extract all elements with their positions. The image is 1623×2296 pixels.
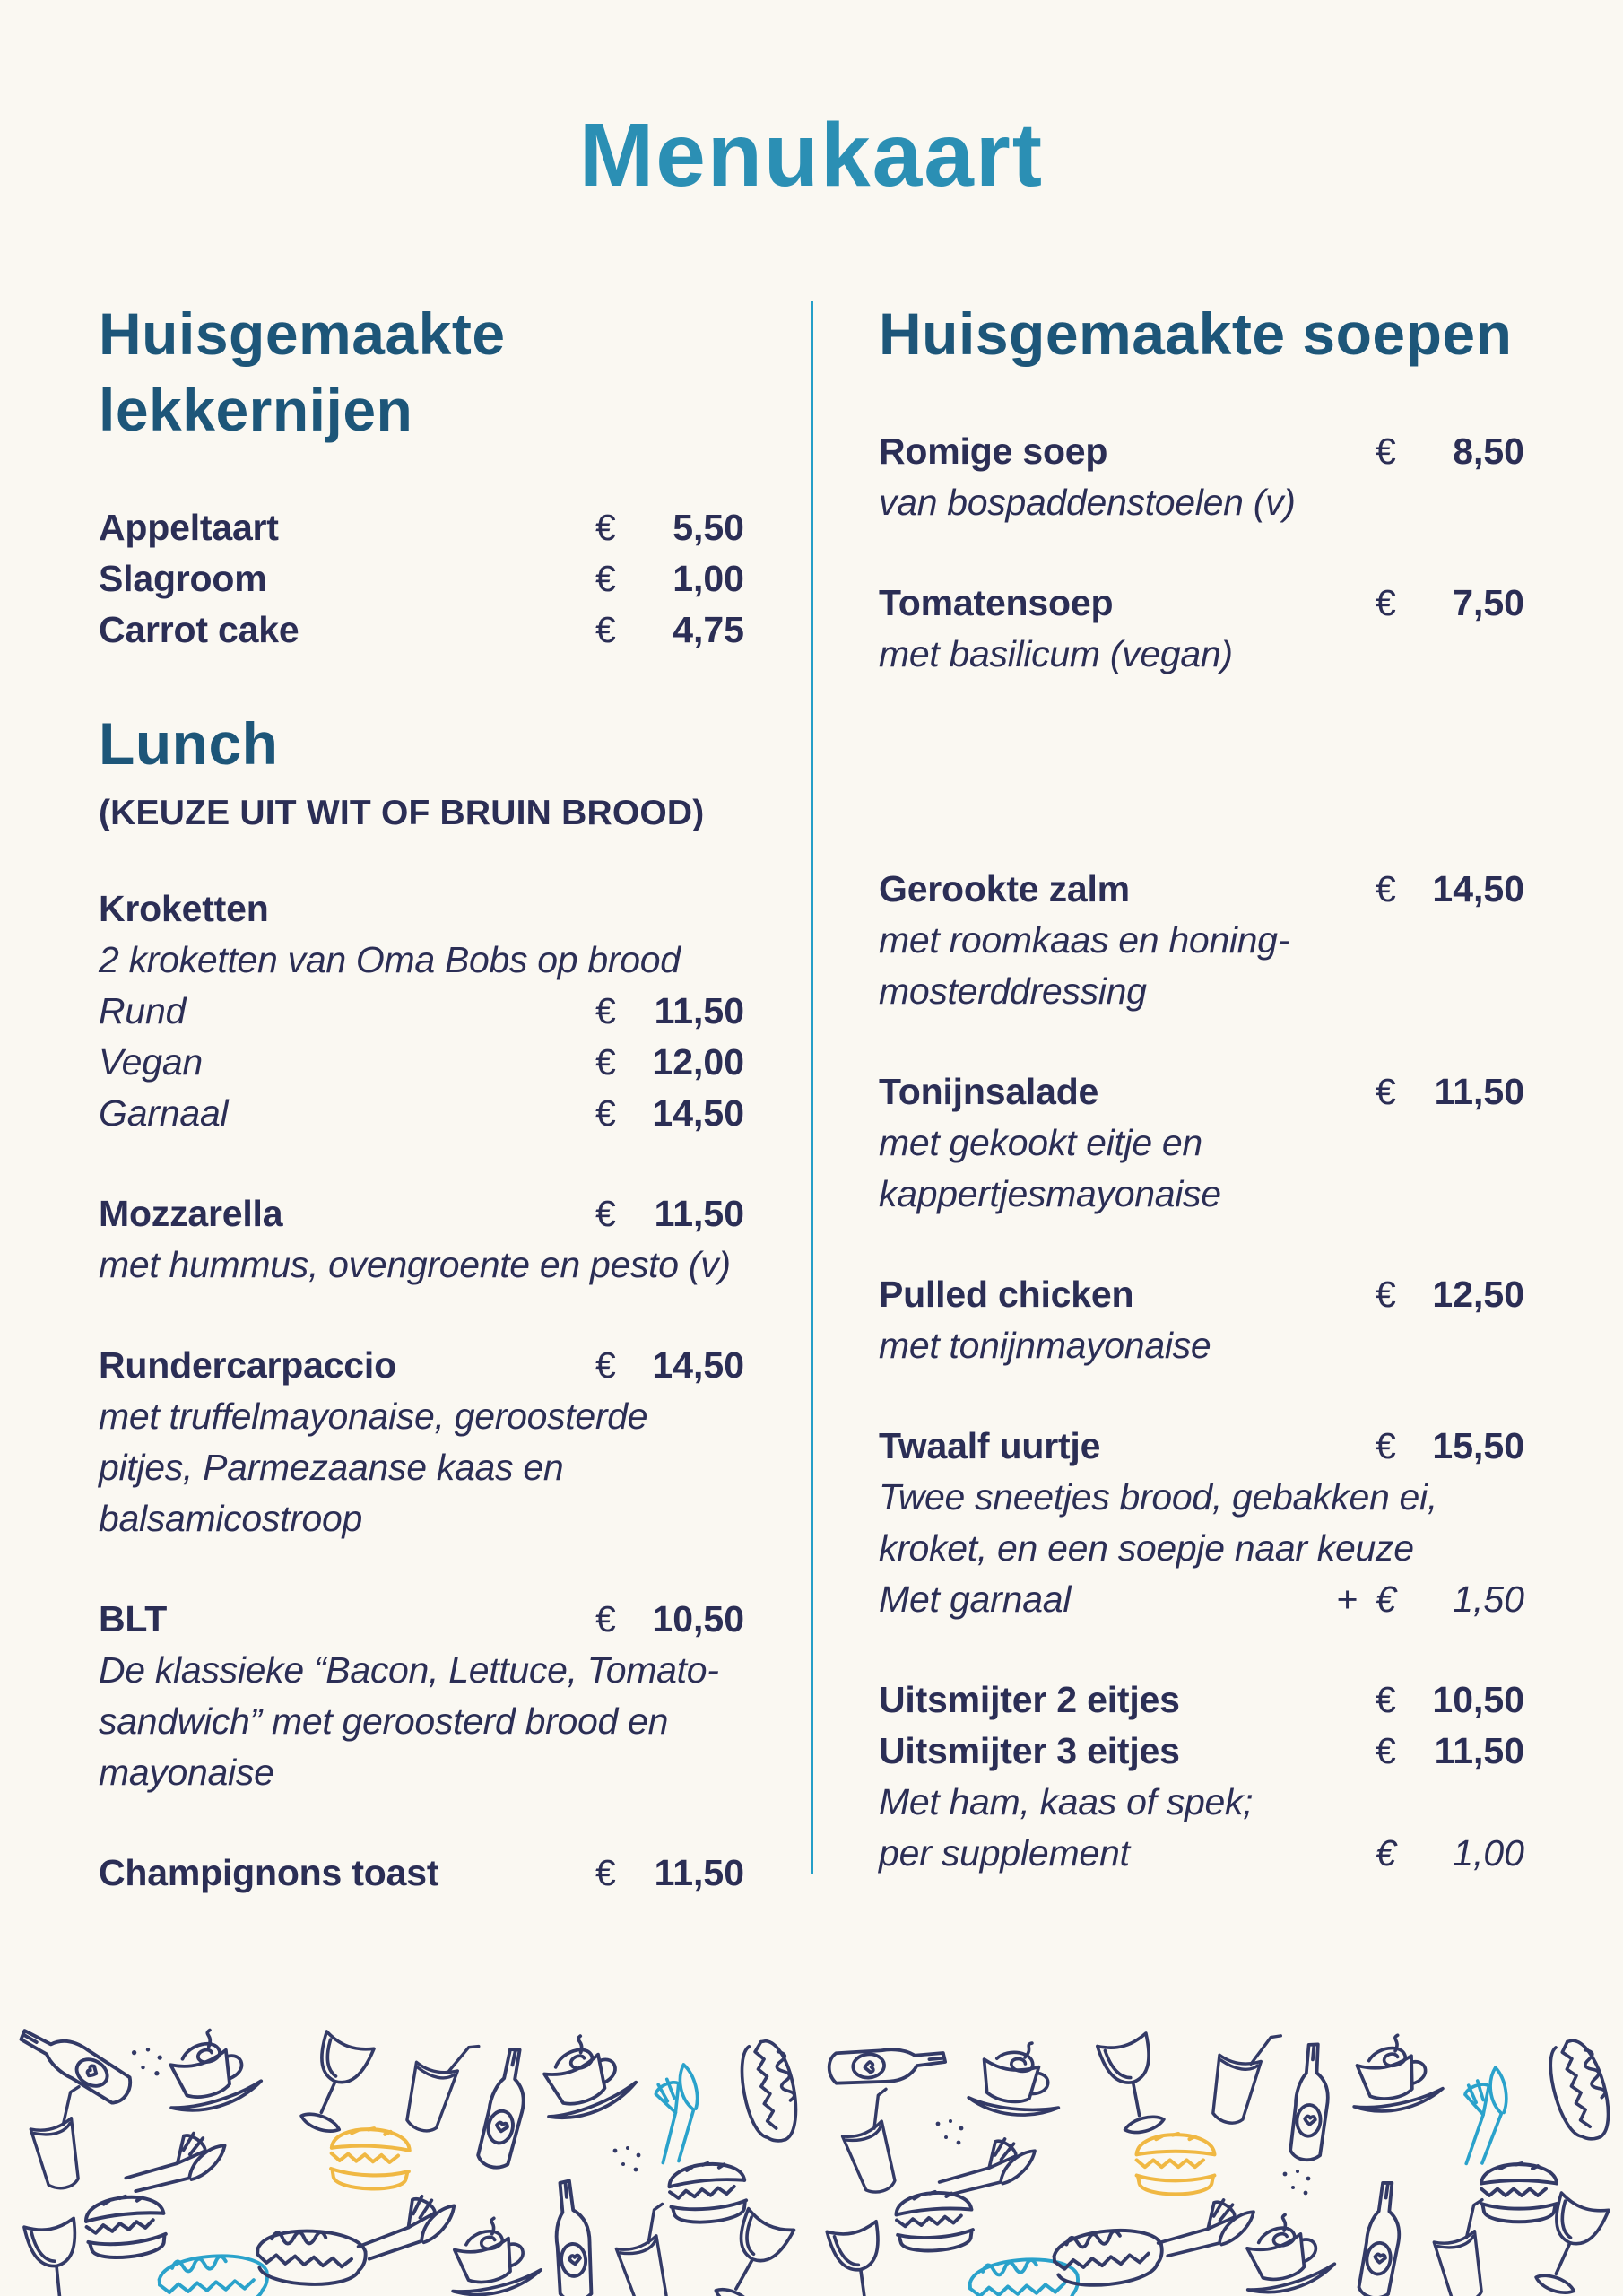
doodle-coffee-cup [440,2211,544,2296]
item-price: 11,50 [1434,1071,1524,1112]
doodle-burger [1137,2134,1215,2194]
euro-sign: € [595,558,616,599]
menu-item [879,426,1524,528]
menu-row [99,1188,744,1239]
item-description: met basilicum (vegan) [879,633,1233,674]
menu-item [879,1066,1524,1220]
item-name: Pulled chicken [879,1274,1134,1315]
item-price: 10,50 [1432,1679,1524,1720]
item-name: Romige soep [879,430,1108,472]
item-name: Gerookte zalm [879,868,1130,909]
menu-row [99,553,744,604]
menu-row [99,883,744,935]
item-description: mosterddressing [879,970,1147,1012]
doodle-coffee-cup [1232,2205,1339,2296]
item-price: 4,75 [673,609,744,650]
doodle-straw-glass [400,2031,479,2138]
item-name: Appeltaart [99,507,279,548]
doodle-knife-fork [629,2064,722,2168]
euro-sign: € [595,1041,616,1083]
doodle-knife-fork [1439,2066,1528,2169]
doodle-burger [668,2160,748,2224]
item-price: 14,50 [652,1344,744,1386]
menu-item [99,1340,744,1544]
doodle-knife-fork [123,2109,227,2220]
right-column [879,296,1524,1948]
menu-row [99,1848,744,1899]
doodle-knife-fork [356,2175,456,2284]
item-description: sandwich” met geroosterd brood en [99,1700,669,1742]
bread-choice-note: (KEUZE UIT WIT OF BRUIN BROOD) [99,794,705,832]
item-price: 11,50 [654,1193,744,1234]
menu-item [879,864,1524,1017]
doodle-wine-bottle [1358,2180,1406,2296]
doodle-wine-bottle [828,2044,946,2087]
doodle-straw-glass [833,2089,916,2197]
column-divider [811,301,813,1874]
doodle-burger [84,2193,168,2261]
item-price: 1,50 [1453,1578,1524,1620]
doodle-wine-bottle [1289,2043,1332,2161]
euro-sign: € [1376,1274,1396,1315]
doodle-straw-glass [24,2087,99,2193]
menu-row [879,1269,1524,1320]
menu-item [879,1269,1524,1371]
euro-sign: € [1376,430,1396,472]
item-price: 14,50 [1432,868,1524,909]
item-description: met roomkaas en honing- [879,919,1290,961]
menu-item [99,502,744,656]
menu-row [879,1726,1524,1777]
doodle-wine-bottle [476,2046,534,2170]
doodle-burger [330,2127,410,2190]
doodle-hotdog [736,2038,803,2145]
left-column [99,296,744,1948]
doodle-hotdog [1053,2226,1165,2289]
menu-item [99,1594,744,1798]
euro-sign: € [595,1193,616,1234]
item-price: 11,50 [654,990,744,1031]
item-price: 12,00 [652,1041,744,1083]
menu-row [879,1674,1524,1726]
item-description: Twee sneetjes brood, gebakken ei, [879,1476,1437,1518]
item-name: Uitsmijter 3 eitjes [879,1730,1180,1771]
menu-row [99,1037,744,1088]
doodle-knife-fork [936,2117,1037,2222]
item-price: 7,50 [1453,582,1524,623]
euro-sign: € [1376,1730,1396,1771]
item-description: De klassieke “Bacon, Lettuce, Tomato- [99,1649,719,1691]
item-description: mayonaise [99,1752,274,1793]
doodle-hotdog [968,2257,1079,2296]
item-name: Rundercarpaccio [99,1344,396,1386]
doodle-hotdog [158,2253,268,2296]
item-price: 1,00 [673,558,744,599]
item-description: met tonijnmayonaise [879,1325,1211,1366]
euro-sign: € [595,990,616,1031]
menu-item [879,1674,1524,1879]
spacer [879,729,1524,864]
doodle-coffee-cup [526,2027,640,2127]
menu-row [879,1828,1524,1879]
euro-sign: € [1376,1071,1396,1112]
item-description: kroket, en een soepje naar keuze [879,1527,1414,1569]
item-name: Uitsmijter 2 eitjes [879,1679,1180,1720]
menu-row [99,986,744,1037]
item-description: pitjes, Parmezaanse kaas en [99,1447,564,1488]
menu-row [879,578,1524,629]
euro-sign: € [595,507,616,548]
euro-sign: € [1376,1679,1396,1720]
euro-sign: € [1376,1578,1396,1620]
doodle-wine-glass [24,2218,90,2296]
menu-item [99,1848,744,1899]
section-heading: Huisgemaakte soepen [879,300,1513,367]
item-name: Garnaal [99,1092,229,1134]
menu-row [99,502,744,553]
food-doodles-illustration [0,2027,1623,2296]
menu-row [99,1340,744,1391]
item-name: Met garnaal [879,1578,1072,1620]
menu-row [879,426,1524,477]
item-price: 11,50 [1434,1730,1524,1771]
doodle-coffee-cup [1343,2029,1445,2117]
euro-sign: € [595,1598,616,1639]
item-name: Rund [99,990,187,1031]
doodle-wine-glass [827,2222,896,2296]
item-name: Carrot cake [99,609,299,650]
decor-band [0,2027,1623,2296]
item-price: 1,00 [1453,1832,1524,1874]
doodle-wine-bottle [15,2027,136,2107]
doodle-burger [1481,2163,1557,2222]
doodle-hotdog [256,2229,367,2288]
item-name: Mozzarella [99,1193,283,1234]
item-description: van bospaddenstoelen (v) [879,482,1296,523]
item-price: 11,50 [654,1852,744,1893]
menu-item [99,883,744,1139]
doodle-coffee-cup [968,2035,1067,2120]
menu-item [99,1188,744,1291]
item-description: met gekookt eitje en [879,1122,1202,1163]
euro-sign: € [1376,868,1396,909]
menu-item [879,1421,1524,1625]
euro-sign: € [595,1344,616,1386]
page-title: Menukaart [578,105,1045,205]
item-price: 5,50 [673,507,744,548]
item-description: met truffelmayonaise, geroosterde [99,1396,648,1437]
doodle-straw-glass [1206,2027,1280,2129]
menu-row [879,1066,1524,1118]
item-name: Champignons toast [99,1852,439,1893]
doodle-dots [613,2146,641,2171]
doodle-straw-glass [1428,2200,1502,2296]
item-description: kappertjesmayonaise [879,1173,1221,1214]
section-heading: Lunch [99,710,279,777]
menu-item [879,578,1524,680]
item-description: Met ham, kaas of spek; [879,1781,1254,1822]
doodle-burger [895,2189,974,2253]
item-description: 2 kroketten van Oma Bobs op brood [99,939,681,980]
item-description: met hummus, ovengroente en pesto (v) [99,1244,731,1285]
item-name: Vegan [99,1041,204,1083]
euro-sign: € [1376,582,1396,623]
item-price: 15,50 [1432,1425,1524,1466]
menu-row [99,1088,744,1139]
menu-row [879,1421,1524,1472]
item-name: Tonijnsalade [879,1071,1099,1112]
menu-row [879,1574,1524,1625]
item-price: 14,50 [652,1092,744,1134]
item-name: Kroketten [99,888,269,929]
euro-sign: € [595,1092,616,1134]
item-name: Tomatensoep [879,582,1114,623]
euro-sign: € [595,1852,616,1893]
item-name: Twaalf uurtje [879,1425,1101,1466]
item-name: Slagroom [99,558,267,599]
doodle-wine-glass [294,2031,374,2137]
plus-sign: + [1336,1578,1358,1620]
doodle-dots [936,2119,964,2144]
euro-sign: € [1376,1425,1396,1466]
item-description: balsamicostroop [99,1498,363,1539]
doodle-wine-bottle [551,2179,595,2296]
item-price: 10,50 [652,1598,744,1639]
doodle-dots [132,2048,162,2075]
euro-sign: € [1376,1832,1396,1874]
doodle-dots [1283,2170,1311,2195]
doodle-hotdog [1542,2036,1617,2146]
item-name: per supplement [879,1832,1130,1874]
doodle-coffee-cup [154,2027,265,2118]
menu-row [879,864,1524,915]
item-price: 8,50 [1453,430,1524,472]
item-name: BLT [99,1598,168,1639]
doodle-wine-glass [1098,2033,1170,2137]
menu-row [99,604,744,656]
euro-sign: € [595,609,616,650]
section-heading: Huisgemaakte lekkernijen [99,300,506,443]
menu-row [99,1594,744,1645]
item-price: 12,50 [1432,1274,1524,1315]
